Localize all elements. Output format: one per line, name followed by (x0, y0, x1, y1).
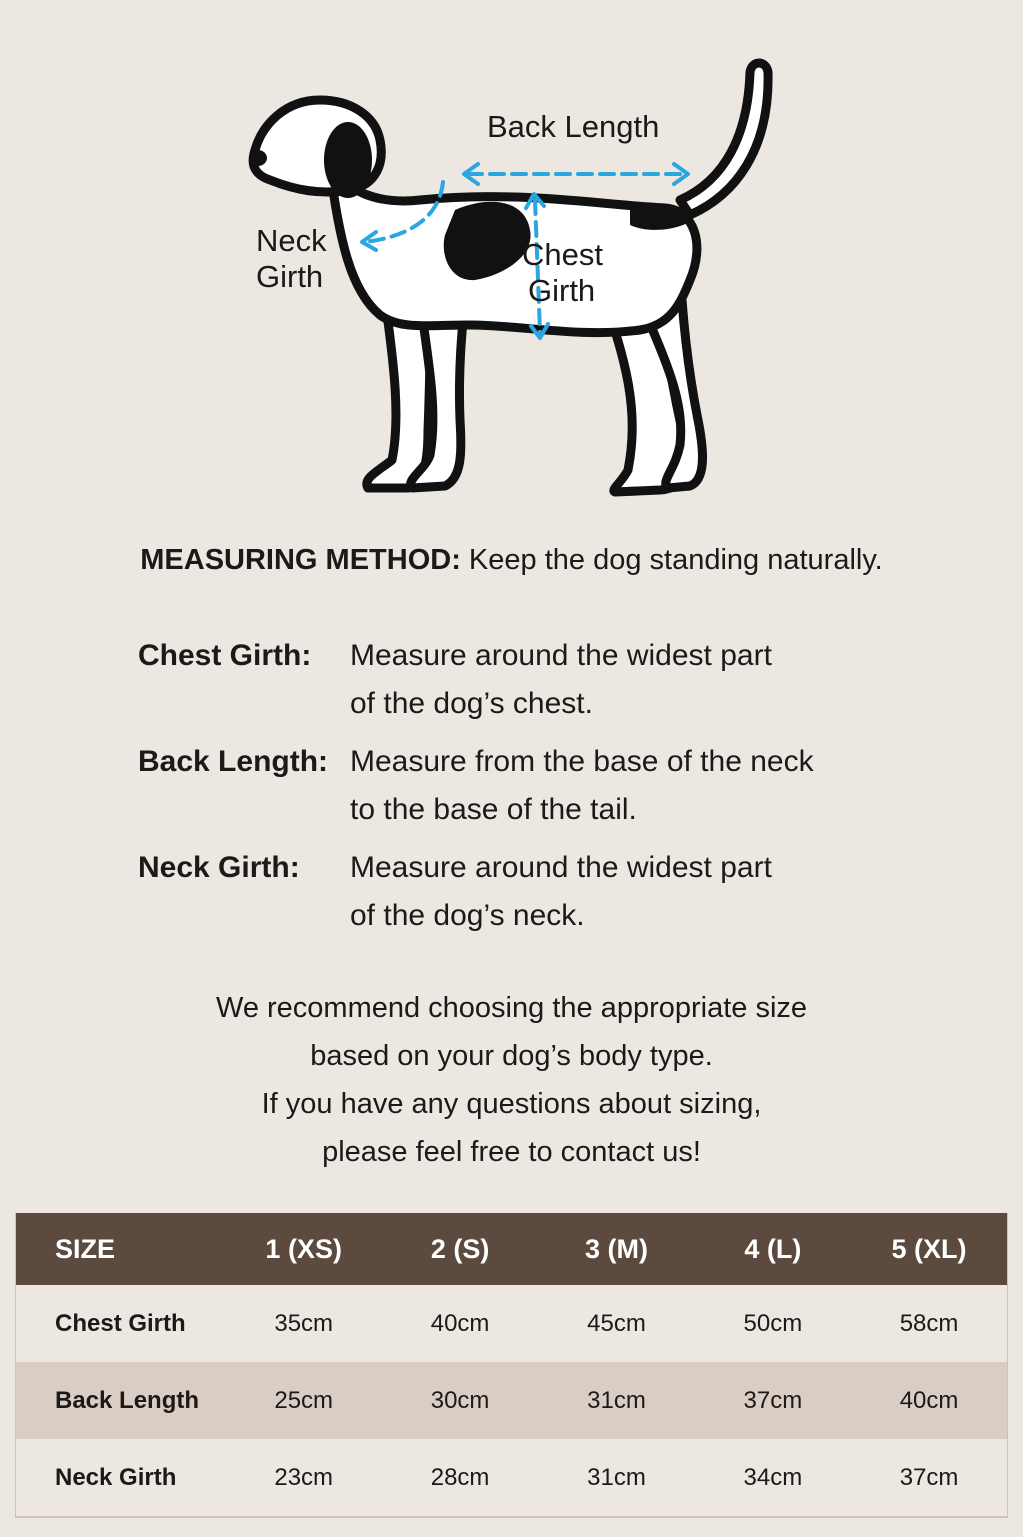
definition-term: Chest Girth: (138, 639, 312, 672)
table-row (16, 1285, 1008, 1362)
table-cell: 30cm (382, 1362, 538, 1439)
table-row (16, 1362, 1008, 1439)
recommendation-line: please feel free to contact us! (322, 1136, 701, 1168)
table-row-label: Neck Girth (16, 1439, 226, 1517)
table-row-label: Chest Girth (16, 1285, 226, 1362)
size-chart-table (15, 1213, 1008, 1518)
definition-term: Back Length: (138, 745, 329, 778)
measuring-method-text: Keep the dog standing naturally. (460, 544, 883, 576)
table-cell: 34cm (695, 1439, 851, 1517)
table-row-label: Back Length (16, 1362, 226, 1439)
table-cell: 40cm (851, 1362, 1007, 1439)
definition-line: Measure around the widest part (350, 851, 772, 884)
recommendation-line: If you have any questions about sizing, (261, 1088, 762, 1120)
chest-girth-label-line1: Chest (522, 237, 603, 272)
table-header-cell: 1 (XS) (226, 1213, 382, 1285)
table-cell: 23cm (226, 1439, 382, 1517)
definition-neck-girth (138, 844, 918, 940)
table-cell: 35cm (226, 1285, 382, 1362)
chest-girth-label-line2: Girth (528, 273, 596, 308)
table-cell: 25cm (226, 1362, 382, 1439)
definition-line: Measure around the widest part (350, 639, 772, 672)
table-cell: 28cm (382, 1439, 538, 1517)
table-header-cell: 5 (XL) (851, 1213, 1007, 1285)
measuring-method (0, 540, 1023, 580)
neck-girth-label-line1: Neck (256, 223, 327, 258)
table-cell: 58cm (851, 1285, 1007, 1362)
definition-description (350, 738, 910, 834)
definition-line: to the base of the tail. (350, 793, 637, 826)
definition-chest-girth (138, 632, 918, 728)
table-cell: 37cm (851, 1439, 1007, 1517)
dog-measurement-diagram (0, 0, 1023, 520)
table-cell: 40cm (382, 1285, 538, 1362)
measuring-method-heading: MEASURING METHOD: (140, 544, 461, 576)
size-recommendation (0, 984, 1023, 1176)
definition-back-length (138, 738, 918, 834)
back-length-label: Back Length (487, 109, 660, 144)
neck-girth-label (256, 223, 327, 295)
definition-line: of the dog’s chest. (350, 687, 593, 720)
table-cell: 31cm (538, 1439, 694, 1517)
table-cell: 50cm (695, 1285, 851, 1362)
table-header-cell: SIZE (16, 1213, 226, 1285)
definition-description (350, 844, 910, 940)
table-row (16, 1439, 1008, 1517)
recommendation-line: based on your dog’s body type. (310, 1040, 713, 1072)
table-header-cell: 4 (L) (695, 1213, 851, 1285)
chest-girth-label (522, 237, 603, 309)
recommendation-line: We recommend choosing the appropriate size (215, 992, 808, 1024)
table-header-cell: 3 (M) (538, 1213, 694, 1285)
definition-line: of the dog’s neck. (350, 899, 585, 932)
table-cell: 37cm (695, 1362, 851, 1439)
table-header-cell: 2 (S) (382, 1213, 538, 1285)
dog-illustration (0, 0, 1023, 520)
definition-term: Neck Girth: (138, 851, 300, 884)
table-cell: 31cm (538, 1362, 694, 1439)
measurement-definitions (138, 632, 918, 950)
definition-line: Measure from the base of the neck (350, 745, 814, 778)
neck-girth-label-line2: Girth (256, 259, 324, 294)
definition-description (350, 632, 910, 728)
table-cell: 45cm (538, 1285, 694, 1362)
table-header-row (16, 1213, 1008, 1285)
